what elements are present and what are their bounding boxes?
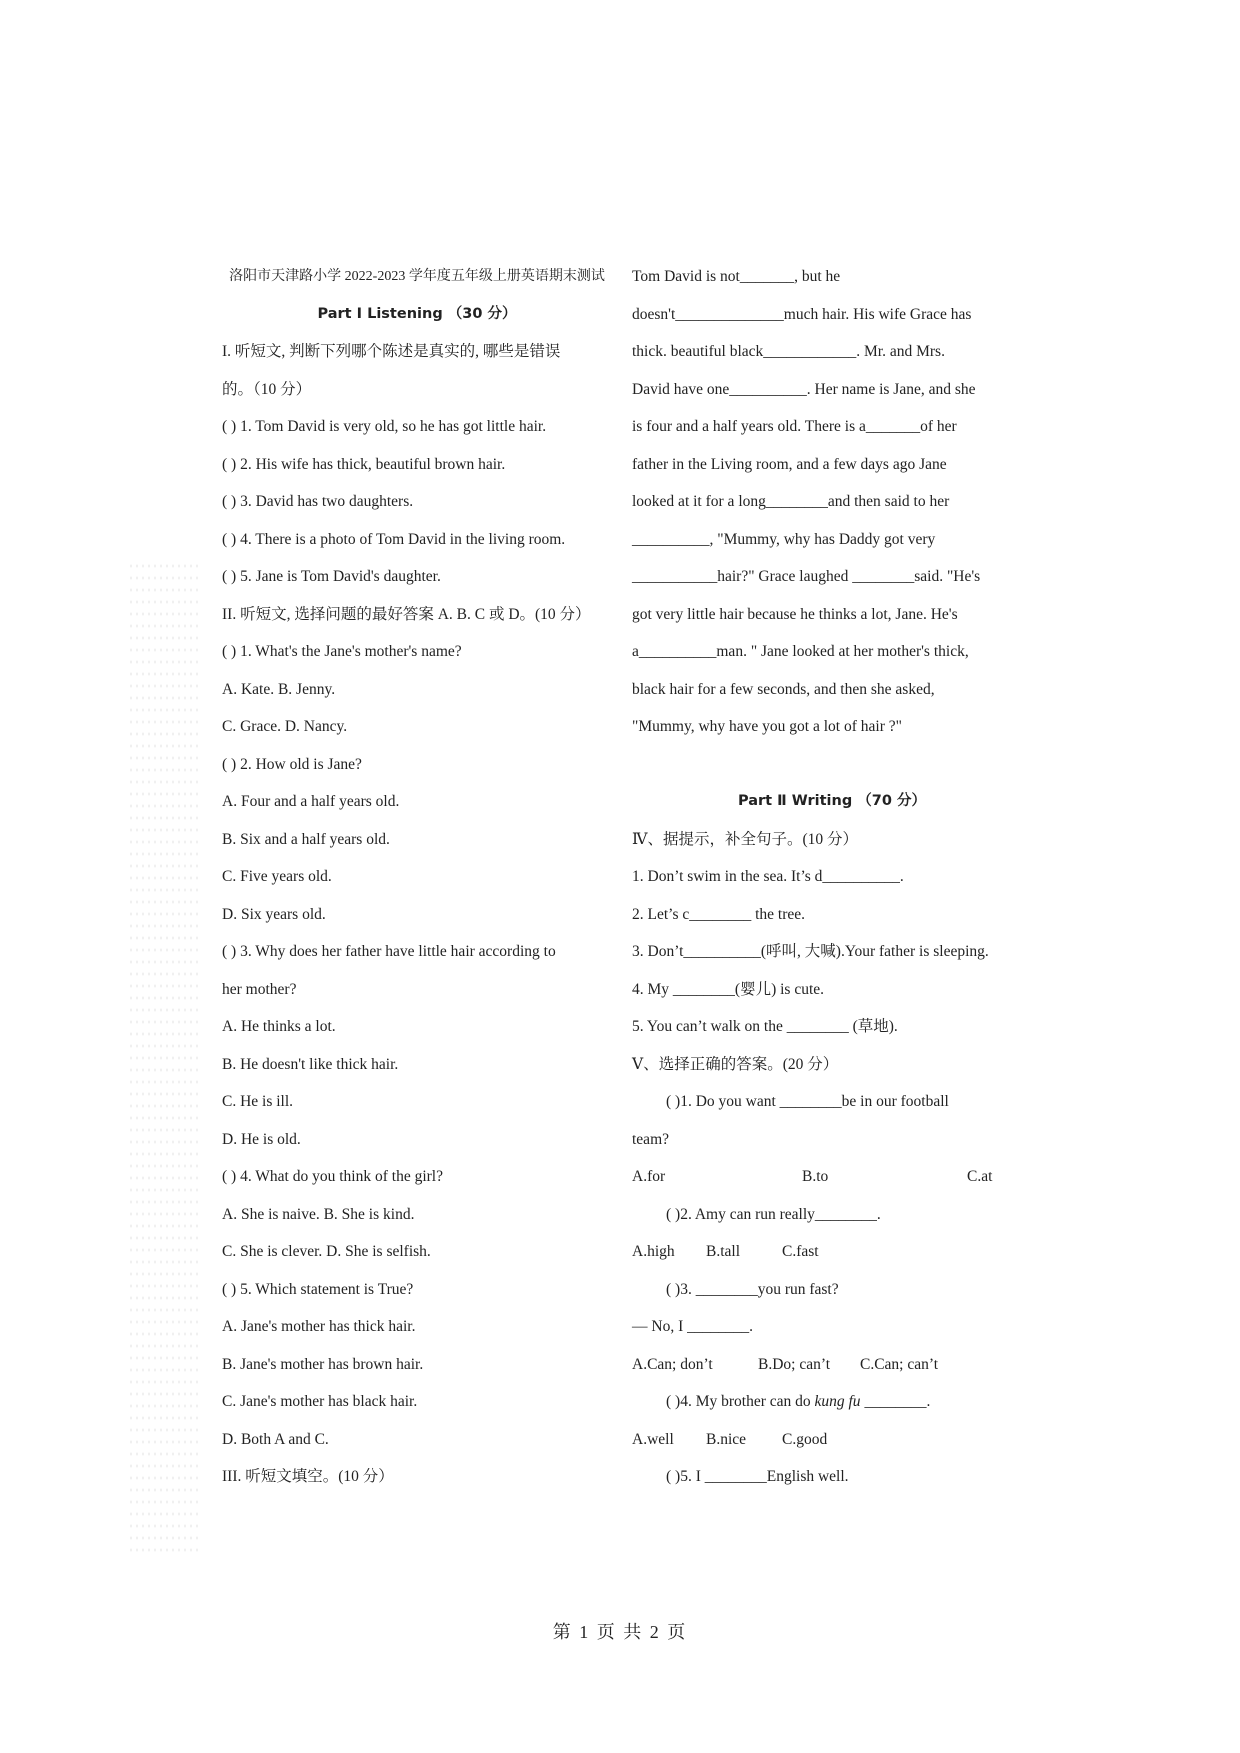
s1-item: ( ) 4. There is a photo of Tom David in the living room. <box>222 530 566 548</box>
q3-option-c: C.Can; can’t <box>860 1355 939 1373</box>
passage-line: __________, "Mummy, why has Daddy got very <box>632 530 936 548</box>
q1-option-c: C.at <box>967 1168 993 1185</box>
s2-line: C. He is ill. <box>222 1093 294 1110</box>
s2-line: B. Jane's mother has brown hair. <box>222 1355 424 1373</box>
s4-item: 4. My ________(婴儿) is cute. <box>632 980 825 998</box>
q1-question-cont: team? <box>632 1130 670 1148</box>
s2-line: A. He thinks a lot. <box>222 1018 336 1035</box>
s1-item: ( ) 5. Jane is Tom David's daughter. <box>222 568 441 585</box>
section1-title-a: I. 听短文, 判断下列哪个陈述是真实的, 哪些是错误 <box>222 343 561 360</box>
q4-option-a: A.well <box>632 1430 674 1448</box>
passage-line: looked at it for a long________and then said to her <box>632 493 950 510</box>
q4-kungfu: kung fu <box>814 1393 861 1410</box>
passage-line: black hair for a few seconds, and then she asked, <box>632 680 935 698</box>
s2-line: A. She is naive. B. She is kind. <box>222 1205 415 1223</box>
s2-line: D. He is old. <box>222 1130 301 1148</box>
q4-options <box>632 1421 1032 1459</box>
q1-options <box>632 1158 1032 1196</box>
s2-line: A. Kate. B. Jenny. <box>222 680 336 698</box>
passage-line: thick. beautiful black____________. Mr. and Mrs. <box>632 343 945 360</box>
q1-question: ( )1. Do you want ________be in our football <box>666 1093 949 1110</box>
q3-options <box>632 1346 1032 1384</box>
s2-line: C. Grace. D. Nancy. <box>222 718 348 735</box>
q1-option-b: B.to <box>802 1168 829 1185</box>
section5-title: Ⅴ、选择正确的答案。(20 分） <box>632 1055 839 1073</box>
q4-option-b: B.nice <box>706 1430 747 1448</box>
s1-item: ( ) 3. David has two daughters. <box>222 493 414 510</box>
s4-item: 2. Let’s c________ the tree. <box>632 905 806 923</box>
section4-title: Ⅳ、据提示，补全句子。(10 分） <box>632 830 859 848</box>
s4-item: 3. Don’t__________(呼叫, 大喊).Your father is sleeping. <box>632 943 989 960</box>
s2-line: C. She is clever. D. She is selfish. <box>222 1243 431 1260</box>
q2-options <box>632 1233 1032 1271</box>
s2-line: ( ) 2. How old is Jane? <box>222 755 362 773</box>
section2-title: II. 听短文, 选择问题的最好答案 A. B. C 或 D。(10 分） <box>222 605 591 623</box>
passage-line: ___________hair?" Grace laughed ________said. "He's <box>632 568 981 585</box>
passage-line: a__________man. " Jane looked at her mother's thick, <box>632 643 969 660</box>
s2-line: her mother? <box>222 980 297 998</box>
passage-line: got very little hair because he thinks a lot, Jane. He's <box>632 605 958 623</box>
s2-line: ( ) 1. What's the Jane's mother's name? <box>222 643 462 660</box>
s2-line: D. Six years old. <box>222 905 326 923</box>
s2-line: B. Six and a half years old. <box>222 830 390 848</box>
q2-option-c: C.fast <box>782 1243 819 1260</box>
q2-option-a: A.high <box>632 1243 675 1260</box>
s2-line: D. Both A and C. <box>222 1430 329 1448</box>
q3-question: ( )3. ________you run fast? <box>666 1280 839 1298</box>
s4-item: 5. You can’t walk on the ________ (草地). <box>632 1018 898 1035</box>
s2-line: C. Five years old. <box>222 868 332 885</box>
part1-heading: Part Ⅰ Listening （30 分） <box>317 305 517 322</box>
s2-line: B. He doesn't like thick hair. <box>222 1055 399 1073</box>
s4-item: 1. Don’t swim in the sea. It’s d__________. <box>632 868 904 885</box>
exam-title: 洛阳市天津路小学 2022-2023 学年度五年级上册英语期末测试 <box>229 269 605 284</box>
s2-line: ( ) 5. Which statement is True? <box>222 1280 414 1298</box>
q2-option-b: B.tall <box>706 1243 741 1260</box>
s2-line: A. Jane's mother has thick hair. <box>222 1318 416 1335</box>
right-column <box>632 258 1032 1496</box>
q5-question: ( )5. I ________English well. <box>666 1468 849 1485</box>
margin-dot-pattern <box>128 560 198 1560</box>
s2-line: ( ) 3. Why does her father have little hair according to <box>222 943 556 960</box>
q4-option-c: C.good <box>782 1430 828 1448</box>
q1-option-a: A.for <box>632 1168 666 1185</box>
q2-question: ( )2. Amy can run really________. <box>666 1205 881 1223</box>
section1-title-b: 的。（10 分） <box>222 380 312 398</box>
q3-option-a: A.Can; don’t <box>632 1355 713 1373</box>
q4-text: ( )4. My brother can do <box>666 1393 815 1410</box>
q4-blank: ________. <box>860 1393 931 1410</box>
s2-line: C. Jane's mother has black hair. <box>222 1393 418 1410</box>
s2-line: ( ) 4. What do you think of the girl? <box>222 1168 443 1185</box>
q3-answer-line: — No, I ________. <box>632 1318 753 1335</box>
spacer <box>632 746 1032 784</box>
q4-question <box>632 1383 1032 1421</box>
s1-item: ( ) 2. His wife has thick, beautiful brown hair. <box>222 455 506 473</box>
part2-heading: Part Ⅱ Writing （70 分） <box>738 793 926 809</box>
passage-line: is four and a half years old. There is a_______of her <box>632 418 957 435</box>
passage-line: "Mummy, why have you got a lot of hair ?" <box>632 718 902 735</box>
passage-line: doesn't______________much hair. His wife Grace has <box>632 305 972 323</box>
s2-line: A. Four and a half years old. <box>222 793 400 810</box>
passage-line: Tom David is not_______, but he <box>632 268 841 285</box>
passage-line: David have one__________. Her name is Jane, and she <box>632 380 976 398</box>
passage-line: father in the Living room, and a few days ago Jane <box>632 455 947 473</box>
page-footer: 第 1 页 共 2 页 <box>552 1622 688 1642</box>
s1-item: ( ) 1. Tom David is very old, so he has got little hair. <box>222 418 547 435</box>
q3-option-b: B.Do; can’t <box>758 1355 831 1373</box>
left-column <box>222 258 612 1496</box>
section3-title: III. 听短文填空。(10 分） <box>222 1468 394 1485</box>
